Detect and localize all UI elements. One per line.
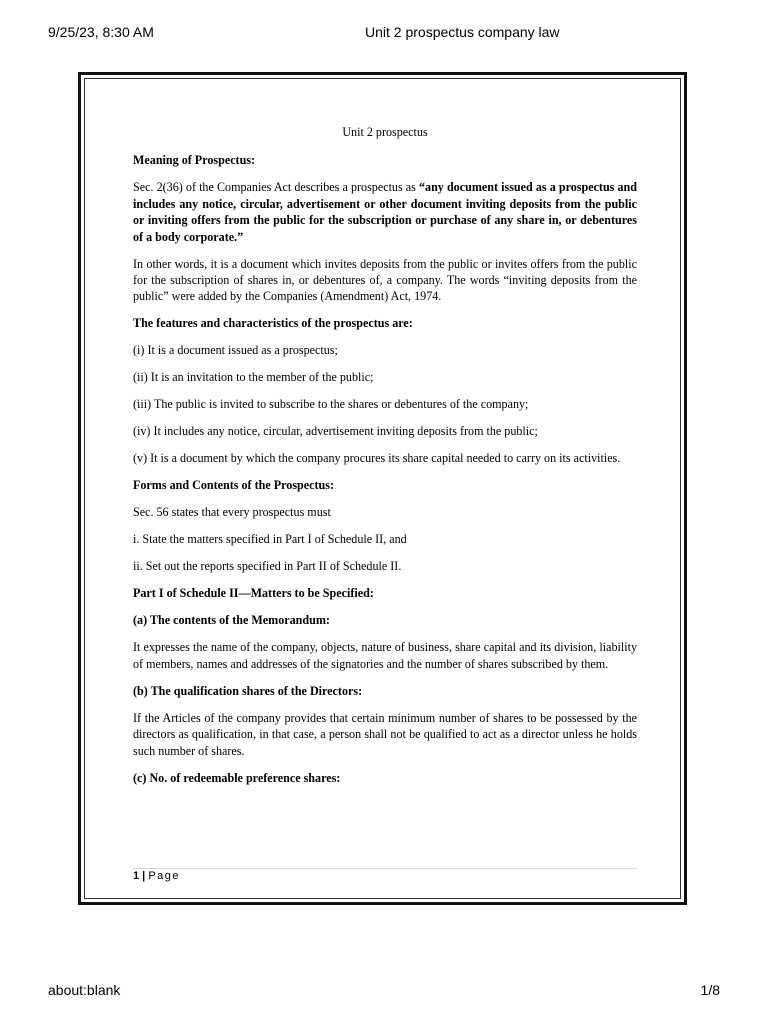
print-datetime: 9/25/23, 8:30 AM [48,24,154,40]
page-number-separator: | [139,870,149,882]
document-heading: Unit 2 prospectus [342,125,428,139]
document-body [133,124,637,797]
print-url: about:blank [48,982,121,998]
definition-intro: Sec. 2(36) of the Companies Act describes a prospectus as [133,180,419,195]
definition-paragraph [133,179,637,245]
page-label: Page [148,870,181,882]
definition-quote: “any document issued as a prospectus and includes any notice, circular, advertisement or other document inviting deposits from the public or inviting offers from the public for the subscription or purchase of any share in, or debentures of a body corporate.” [133,180,637,244]
sec56-item: ii. Set out the reports specified in Part II of Schedule II. [133,559,402,574]
features-heading: The features and characteristics of the prospectus are: [133,316,413,331]
memorandum-paragraph: It expresses the name of the company, objects, nature of business, share capital and its division, liability of members, names and addresses of the signatories and the number of shares subscribed by them. [133,640,637,671]
feature-item: (ii) It is an invitation to the member of the public; [133,370,374,385]
print-footer [48,982,720,1000]
qualification-heading: (b) The qualification shares of the Directors: [133,683,363,698]
print-pager: 1/8 [700,982,720,998]
print-header [48,24,720,42]
meaning-heading: Meaning of Prospectus: [133,153,256,168]
feature-item: (iii) The public is invited to subscribe to the shares or debentures of the company; [133,397,529,412]
forms-heading: Forms and Contents of the Prospectus: [133,478,334,493]
page-number-footer [133,868,637,883]
sec56-item: i. State the matters specified in Part I of Schedule II, and [133,532,407,547]
page-number: 1 [133,870,140,882]
feature-item: (iv) It includes any notice, circular, advertisement inviting deposits from the public; [133,424,538,439]
feature-item: (i) It is a document issued as a prospectus; [133,343,338,358]
sec56-paragraph: Sec. 56 states that every prospectus must [133,505,331,520]
print-title: Unit 2 prospectus company law [365,24,560,40]
memorandum-heading: (a) The contents of the Memorandum: [133,613,330,628]
other-words-paragraph: In other words, it is a document which invites deposits from the public or invites offers from the public for the subscription of shares in, or debentures of, a company. The words “inviting deposits from the public” were added by the Companies (Amendment) Act, 1974. [133,256,637,304]
feature-item: (v) It is a document by which the company procures its share capital needed to carry on its activities. [133,451,621,466]
redeemable-heading: (c) No. of redeemable preference shares: [133,770,341,785]
qualification-paragraph: If the Articles of the company provides that certain minimum number of shares to be possessed by the directors as qualification, in that case, a person shall not be qualified to act as a director unless he holds such number of shares. [133,710,637,758]
part1-heading: Part I of Schedule II—Matters to be Specified: [133,586,374,601]
